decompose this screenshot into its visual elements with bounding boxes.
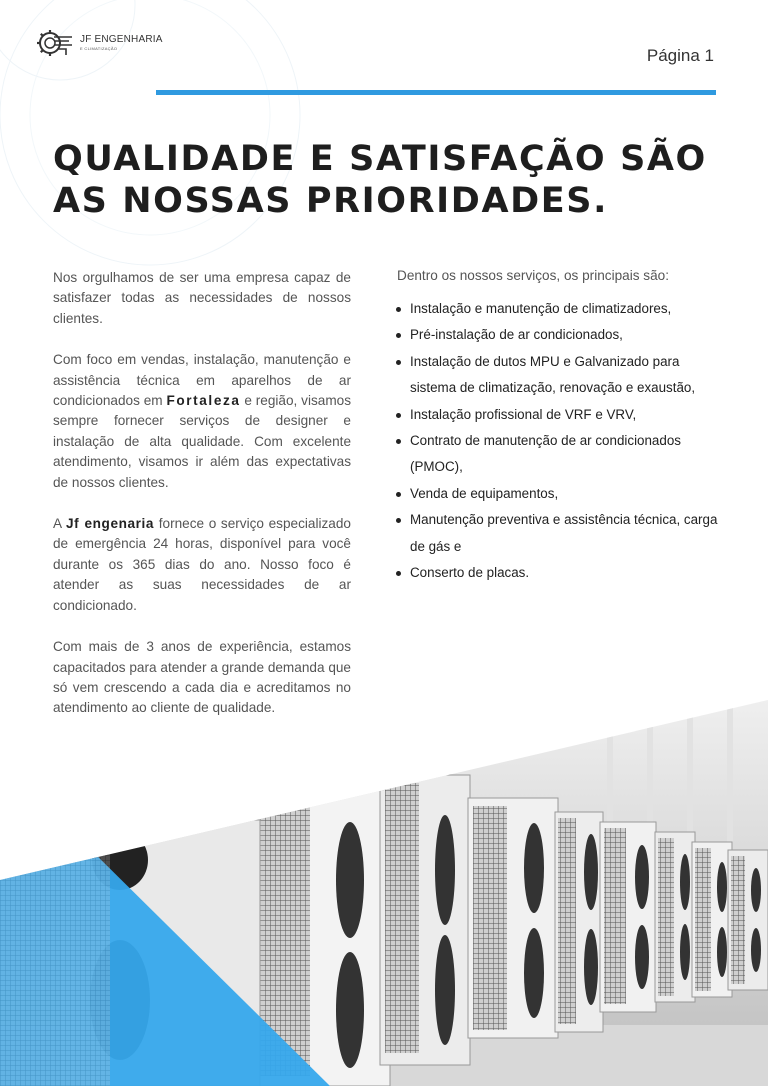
ac-units-photo [0,700,768,1086]
paragraph-2-text-start: Com foco em vendas, instalação, manutenção e assistência técnica em aparelhos de ar condicionados em [53,352,351,409]
logo-name: JF ENGENHARIA [80,34,163,45]
city-name: Fortaleza [166,393,241,409]
brand-name: Jf engenaria [65,516,155,532]
logo-subtitle: E CLIMATIZAÇÃO [80,46,118,51]
paragraph-2-text-end: e região, visamos sempre fornecer serviços de designer e instalação de alta qualidade. Com excelente atendimento, visamos ir além das expectativas de nossos clientes. [53,393,351,490]
paragraph-3-text-start: A [53,516,66,532]
paragraph-3-text-end: fornece o serviço especializado de emergência 24 horas, disponível para você durante os 365 dias do ano. Nosso foco é atender as suas necessidades de ar condicionado. [53,516,351,613]
service-item: Conserto de placas. [397,560,727,586]
page-headline [53,138,733,222]
about-text-column [53,268,351,740]
headline-line-2: AS NOSSAS PRIORIDADES. [53,181,609,221]
service-item: Venda de equipamentos, [397,481,727,507]
service-item: Instalação profissional de VRF e VRV, [397,402,727,428]
service-item: Manutenção preventiva e assistência técnica, carga de gás e [397,507,727,560]
service-item: Instalação de dutos MPU e Galvanizado para sistema de climatização, renovação e exaustão, [397,349,727,402]
accent-bar [156,90,716,95]
headline-line-1: QUALIDADE E SATISFAÇÃO SÃO [53,139,707,179]
company-logo [36,28,163,58]
service-item: Pré-instalação de ar condicionados, [397,322,727,348]
about-paragraph-1: Nos orgulhamos de ser uma empresa capaz de satisfazer todas as necessidades de nossos clientes. [53,270,351,326]
services-intro: Dentro os nossos serviços, os principais são: [397,268,669,283]
gear-icon [36,28,76,58]
service-item: Instalação e manutenção de climatizadores, [397,296,727,322]
about-paragraph-4: Com mais de 3 anos de experiência, estamos capacitados para atender a grande demanda que só vem crescendo a cada dia e acreditamos no atendimento ao cliente de qualidade. [53,639,351,716]
services-column [397,268,727,586]
about-paragraph-3 [53,514,351,616]
services-list [397,296,727,586]
page-number: Página 1 [646,46,714,65]
service-item: Contrato de manutenção de ar condicionados (PMOC), [397,428,727,481]
about-paragraph-2 [53,350,351,493]
